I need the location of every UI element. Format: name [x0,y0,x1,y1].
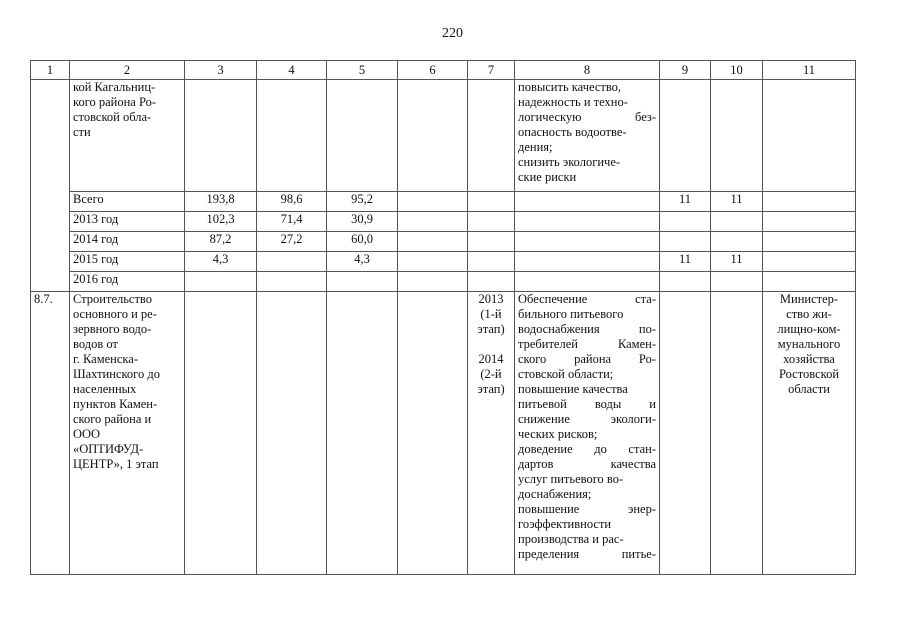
text-line: требителей Камен- [518,337,656,351]
cell-empty [31,80,70,292]
text-line: Шахтинского до [73,367,160,381]
cell-empty [468,232,515,252]
value-cell: 95,2 [327,192,398,212]
header-cell: 5 [327,61,398,80]
cell-empty [185,80,257,192]
cell-empty [763,192,856,212]
expected-results-continued [515,80,660,192]
text-line: повышение качества [518,382,628,396]
text-line: логическую без- [518,110,656,124]
cell-empty [763,212,856,232]
cell-empty [398,292,468,575]
text-line: Обеспечение ста- [518,292,656,306]
cell-empty [763,272,856,292]
text-line: кого района Ро- [73,95,157,109]
value-cell [711,272,763,292]
text-line: 2013 [478,292,504,306]
text-line: бильного питьевого [518,307,624,321]
text-line: снизить экологиче- [518,155,621,169]
cell-empty [660,80,711,192]
text-line: повысить качество, [518,80,622,94]
text-line: стовской обла- [73,110,152,124]
text-line: ского района Ро- [518,352,656,366]
cell-empty [515,272,660,292]
cell-empty [398,232,468,252]
text-line: пунктов Камен- [73,397,158,411]
item-number: 8.7. [31,292,70,575]
value-cell: 98,6 [257,192,327,212]
cell-empty [398,252,468,272]
text-line: дартов качества [518,457,656,471]
value-cell: 4,3 [185,252,257,272]
object-name [70,292,185,575]
cell-empty [711,80,763,192]
text-line: г. Каменска- [73,352,138,366]
text-line: ского района и [73,412,152,426]
value-cell: 87,2 [185,232,257,252]
text-line: области [788,382,830,396]
cell-empty [327,292,398,575]
text-line: сти [73,125,91,139]
text-line: стовской области; [518,367,614,381]
cell-empty [468,252,515,272]
header-row [31,61,856,80]
value-cell: 11 [660,192,711,212]
text-line: (2-й [480,367,502,381]
responsible-executor [763,292,856,575]
text-line: зервного водо- [73,322,152,336]
cell-empty [398,192,468,212]
value-cell: 11 [660,252,711,272]
header-cell: 2 [70,61,185,80]
text-line: ООО [73,427,101,441]
row-label: 2014 год [70,232,185,252]
cell-empty [398,80,468,192]
text-line: опасность водоотве- [518,125,627,139]
text-line: основного и ре- [73,307,157,321]
cell-empty [468,212,515,232]
text-line: мунального [777,337,841,351]
row-label: 2016 год [70,272,185,292]
table-row [31,232,856,252]
cell-empty [711,292,763,575]
value-cell [660,232,711,252]
cell-empty [468,272,515,292]
value-cell: 27,2 [257,232,327,252]
cell-empty [257,292,327,575]
header-cell: 9 [660,61,711,80]
text-line: надежность и техно- [518,95,628,109]
text-line: Министер- [779,292,839,306]
text-line: гоэффективности [518,517,612,531]
cell-empty [763,232,856,252]
value-cell [257,272,327,292]
header-cell: 4 [257,61,327,80]
text-line: водов от [73,337,118,351]
text-line: (1-й [480,307,502,321]
text-line: ство жи- [786,307,832,321]
header-cell: 7 [468,61,515,80]
text-line: доснабжения; [518,487,592,501]
text-line: водоснабжения по- [518,322,656,336]
value-cell: 60,0 [327,232,398,252]
text-line: этап) [477,322,505,336]
header-cell: 11 [763,61,856,80]
cell-empty [763,252,856,272]
value-cell [327,272,398,292]
continuation-row [31,80,856,192]
text-line: этап) [477,382,505,396]
value-cell: 11 [711,192,763,212]
spacer [469,337,513,352]
text-line: пределения питье- [518,547,656,561]
text-line: снижение экологи- [518,412,656,426]
cell-empty [398,212,468,232]
text-line: питьевой воды и [518,397,656,411]
cell-empty [398,272,468,292]
table-row [31,272,856,292]
program-table [30,60,856,575]
value-cell [711,232,763,252]
value-cell [185,272,257,292]
cell-empty [257,80,327,192]
value-cell: 11 [711,252,763,272]
table-row [31,252,856,272]
text-line: дения; [518,140,553,154]
value-cell: 71,4 [257,212,327,232]
table-row [31,212,856,232]
cell-empty [468,192,515,212]
text-line: населенных [73,382,137,396]
item-row [31,292,856,575]
value-cell [711,212,763,232]
header-cell: 1 [31,61,70,80]
object-name-continued [70,80,185,192]
cell-empty [763,80,856,192]
header-cell: 6 [398,61,468,80]
row-label: Всего [70,192,185,212]
text-line: 2014 [478,352,504,366]
page-number: 220 [442,26,463,41]
text-line: хозяйства [783,352,835,366]
cell-empty [515,232,660,252]
cell-empty [185,292,257,575]
value-cell: 193,8 [185,192,257,212]
text-line: «ОПТИФУД- [73,442,144,456]
table-row [31,192,856,212]
value-cell [660,272,711,292]
header-cell: 8 [515,61,660,80]
text-line: производства и рас- [518,532,624,546]
row-label: 2013 год [70,212,185,232]
text-line: Строительство [73,292,153,306]
text-line: ЦЕНТР», 1 этап [73,457,159,471]
implementation-period [468,292,515,575]
cell-empty [515,212,660,232]
value-cell: 4,3 [327,252,398,272]
value-cell: 30,9 [327,212,398,232]
header-cell: 3 [185,61,257,80]
cell-empty [515,252,660,272]
text-line: кой Кагальниц- [73,80,156,94]
cell-empty [515,192,660,212]
text-line: повышение энер- [518,502,656,516]
cell-empty [468,80,515,192]
text-line: доведение до стан- [518,442,656,456]
cell-empty [660,292,711,575]
header-cell: 10 [711,61,763,80]
text-line: лищно-ком- [777,322,841,336]
cell-empty [327,80,398,192]
text-line: ческих рисков; [518,427,598,441]
text-line: ские риски [518,170,577,184]
value-cell [660,212,711,232]
text-line: услуг питьевого во- [518,472,624,486]
text-line: Ростовской [778,367,840,381]
expected-results [515,292,660,575]
value-cell [257,252,327,272]
value-cell: 102,3 [185,212,257,232]
row-label: 2015 год [70,252,185,272]
